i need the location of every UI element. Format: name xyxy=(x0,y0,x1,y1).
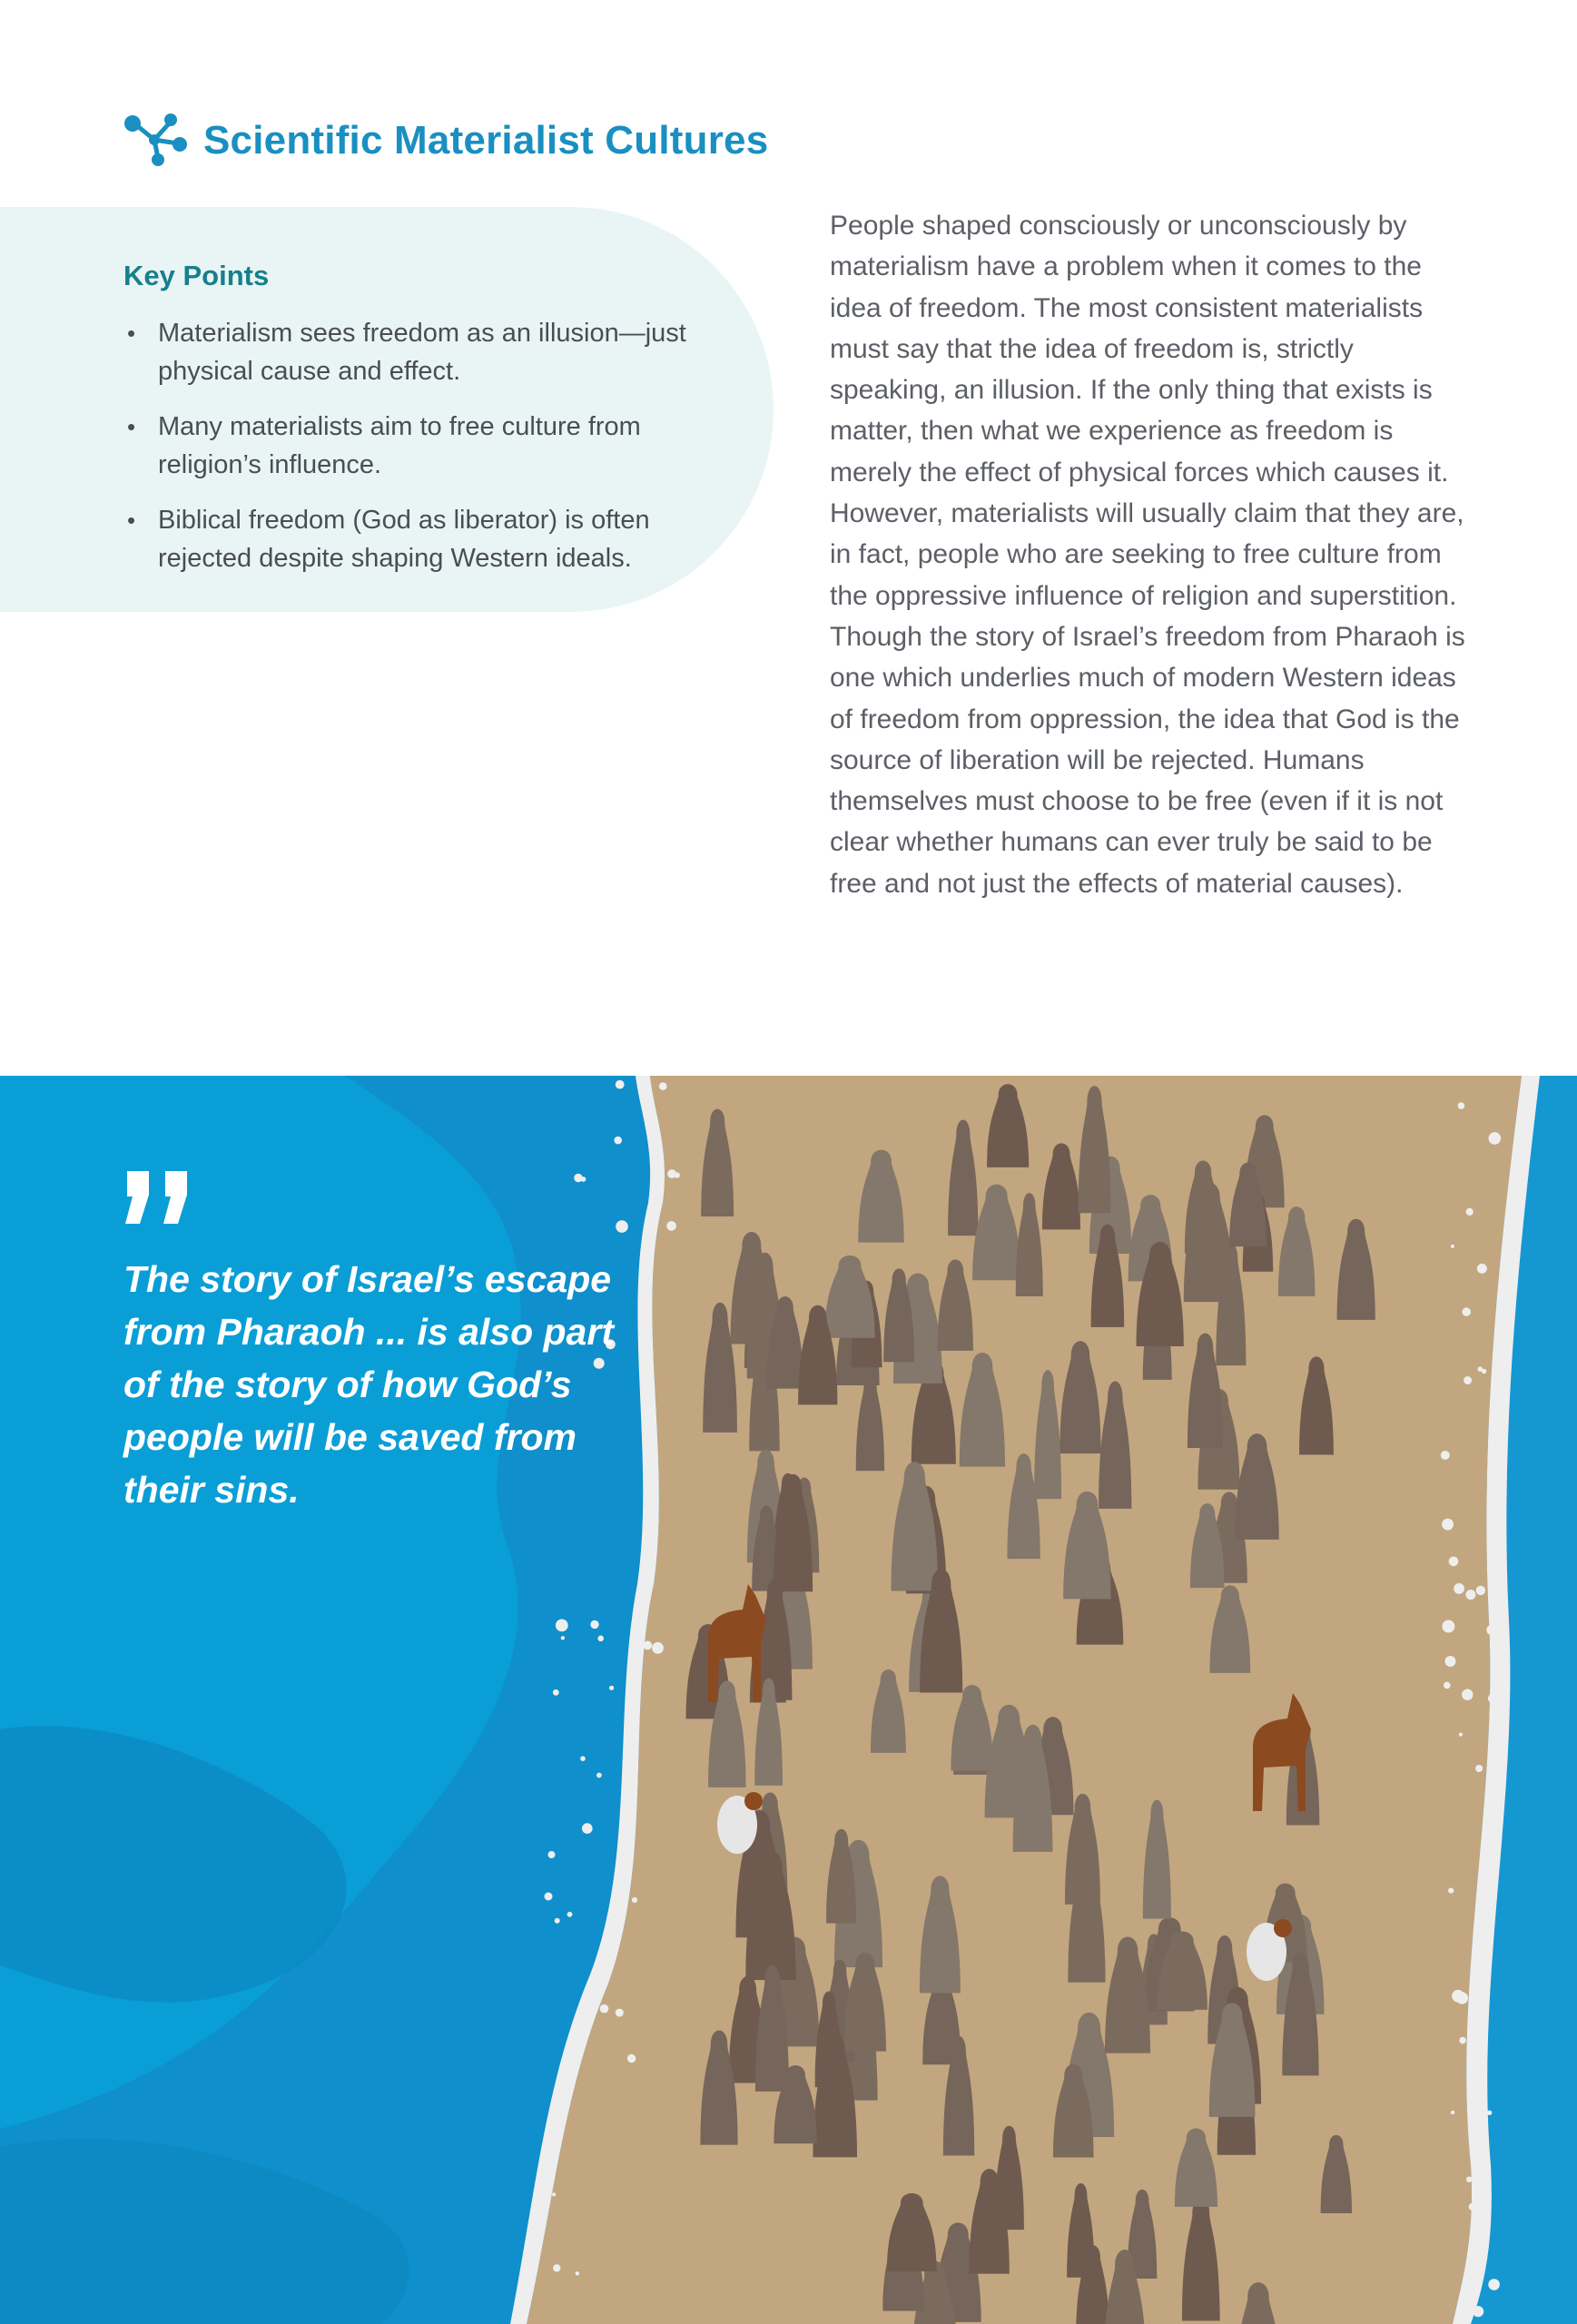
foam-speckle xyxy=(545,1893,553,1901)
foam-speckle xyxy=(603,1968,609,1974)
foam-speckle xyxy=(616,1080,625,1089)
bullet-icon: • xyxy=(127,507,136,534)
foam-speckle xyxy=(555,1918,560,1924)
foam-speckle xyxy=(576,2271,579,2275)
foam-speckle xyxy=(642,1407,654,1419)
foam-speckle xyxy=(643,1641,652,1650)
foam-speckle xyxy=(1449,1557,1459,1567)
foam-speckle xyxy=(1482,1369,1486,1374)
foam-speckle xyxy=(600,2004,609,2014)
foam-speckle xyxy=(553,2264,560,2271)
foam-speckle xyxy=(1486,1625,1496,1635)
foam-speckle xyxy=(553,1689,559,1696)
foam-speckle xyxy=(1442,1519,1454,1531)
key-points-list xyxy=(123,314,686,595)
foam-speckle xyxy=(1444,1682,1451,1689)
foam-speckle xyxy=(616,1220,628,1233)
foam-speckle xyxy=(627,2054,636,2063)
body-paragraph: People shaped consciously or unconsciously by materialism have a problem when it comes to the idea of freedom. The most consistent materialists must say that the idea of freedom is, strictly speaking, an illusion. If the only thing that exists is matter, then what we experience as freedom is merely the effect of physical forces which causes it. However, materialists will usually claim that they are, in fact, people who are seeking to free culture from the oppressive influence of religion and superstition. Though the story of Israel’s freedom from Pharaoh is one which underlies much of modern Western ideas of freedom from oppression, the idea that God is the source of liberation will be rejected. Humans themselves must choose to be free (even if it is not clear whether humans can ever truly be said to be free and not just the effects of material causes). xyxy=(830,211,1465,899)
foam-speckle xyxy=(1464,1376,1472,1384)
foam-speckle xyxy=(1488,2279,1500,2290)
foam-speckle xyxy=(1456,1992,1468,2004)
foam-speckle xyxy=(1458,1102,1465,1109)
foam-speckle xyxy=(580,1756,586,1761)
foam-speckle xyxy=(596,1773,602,1778)
foam-speckle xyxy=(1488,1694,1498,1704)
sheep-head xyxy=(744,1792,763,1810)
foam-speckle xyxy=(561,1636,565,1640)
foam-speckle xyxy=(590,1620,598,1629)
foam-speckle xyxy=(1454,1583,1464,1594)
list-item xyxy=(123,501,686,577)
foam-speckle xyxy=(1459,1733,1463,1737)
foam-speckle xyxy=(1477,2309,1483,2315)
quotation-mark-icon xyxy=(122,1167,194,1226)
foam-speckle xyxy=(1466,1208,1474,1216)
foam-speckle xyxy=(1451,1245,1454,1248)
foam-speckle xyxy=(616,2009,624,2017)
foam-speckle xyxy=(1465,2303,1471,2309)
foam-speckle xyxy=(1469,2203,1476,2211)
foam-speckle xyxy=(1445,1656,1456,1667)
bullet-icon: • xyxy=(127,320,136,347)
foam-speckle xyxy=(1462,1689,1473,1700)
list-item-text: Many materialists aim to free culture from religion’s influence. xyxy=(158,412,641,479)
foam-speckle xyxy=(1476,1586,1485,1595)
key-points-heading: Key Points xyxy=(123,260,270,291)
foam-speckle xyxy=(548,1851,556,1858)
page-title: Scientific Materialist Cultures xyxy=(203,118,769,162)
foam-speckle xyxy=(609,1686,614,1690)
foam-speckle xyxy=(1451,2111,1454,2114)
foam-speckle xyxy=(1462,1307,1471,1316)
foam-speckle xyxy=(1466,2177,1472,2182)
foam-speckle xyxy=(552,2192,556,2196)
foam-speckle xyxy=(1477,1264,1487,1274)
foam-speckle xyxy=(1442,1620,1454,1633)
foam-speckle xyxy=(1465,1590,1475,1600)
foam-speckle xyxy=(556,1620,568,1632)
list-item-text: Materialism sees freedom as an illusion—just physical cause and effect. xyxy=(158,319,686,386)
foam-speckle xyxy=(1448,1888,1454,1894)
foam-speckle xyxy=(666,1221,676,1231)
list-item-text: Biblical freedom (God as liberator) is often rejected despite shaping Western ideals. xyxy=(158,506,650,573)
foam-speckle xyxy=(582,1823,593,1834)
title-row xyxy=(122,109,768,172)
foam-speckle xyxy=(1487,2111,1492,2115)
foam-speckle xyxy=(1475,1765,1483,1772)
foam-speckle xyxy=(581,1177,586,1182)
pull-quote: The story of Israel’s escape from Pharaoh ... is also part of the story of how God’s people will be saved from their sins. xyxy=(123,1258,614,1511)
foam-speckle xyxy=(632,1897,637,1903)
foam-speckle xyxy=(614,1137,622,1145)
bullet-icon: • xyxy=(127,413,136,440)
sheep-head xyxy=(1274,1919,1292,1937)
foam-speckle xyxy=(1489,1132,1502,1145)
foam-speckle xyxy=(652,1642,664,1654)
list-item xyxy=(123,408,686,484)
foam-speckle xyxy=(567,1912,573,1917)
foam-speckle xyxy=(675,1172,680,1177)
foam-speckle xyxy=(1441,1451,1450,1460)
list-item xyxy=(123,314,686,390)
foam-speckle xyxy=(597,1636,604,1642)
network-molecule-icon xyxy=(122,113,189,169)
foam-speckle xyxy=(1459,2037,1466,2044)
foam-speckle xyxy=(659,1082,667,1090)
